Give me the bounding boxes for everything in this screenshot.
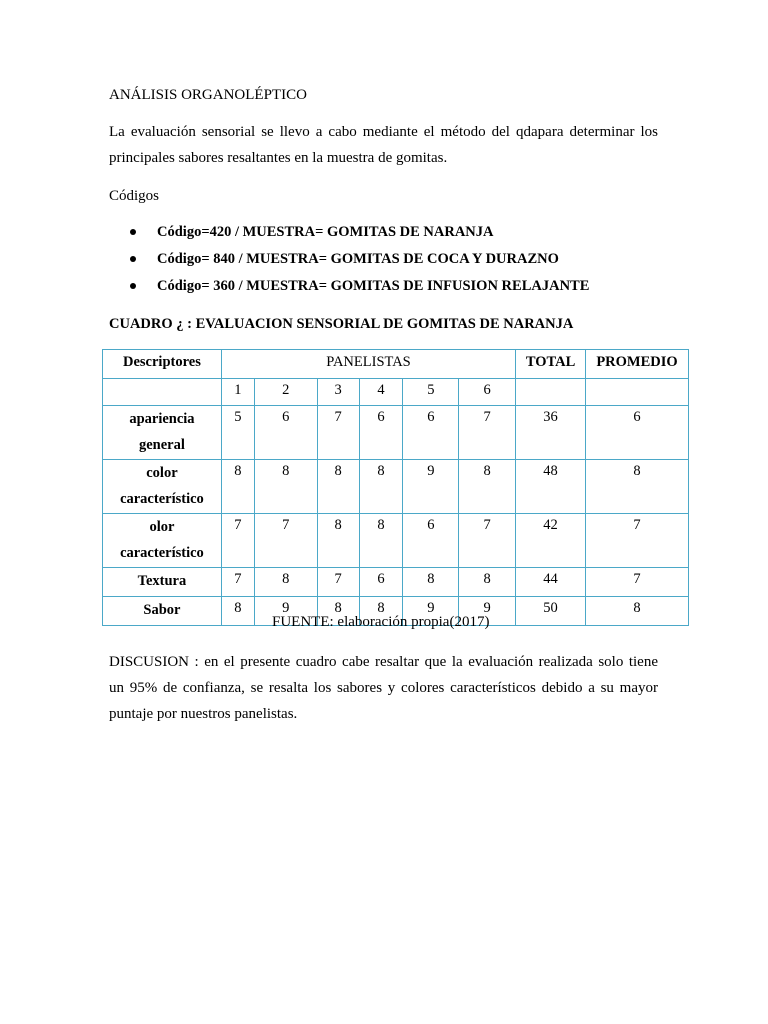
header-total: TOTAL	[516, 350, 586, 379]
score-cell: 8	[359, 460, 403, 514]
score-cell: 7	[459, 406, 516, 460]
code-item-2: Código= 840 / MUESTRA= GOMITAS DE COCA Y DURAZNO	[157, 251, 559, 267]
total-cell: 42	[516, 514, 586, 568]
table-source: FUENTE: elaboración propia(2017)	[272, 614, 490, 630]
code-item-1: Código=420 / MUESTRA= GOMITAS DE NARANJA	[157, 224, 494, 240]
score-cell: 8	[317, 514, 359, 568]
score-cell: 6	[359, 568, 403, 597]
score-cell: 8	[221, 597, 254, 626]
panelist-number: 3	[317, 379, 359, 406]
score-cell: 6	[359, 406, 403, 460]
descriptor-cell: color característico	[103, 460, 222, 514]
descriptor-cell: Textura	[103, 568, 222, 597]
header-descriptors: Descriptores	[103, 350, 222, 379]
code-item-3: Código= 360 / MUESTRA= GOMITAS DE INFUSION RELAJANTE	[157, 278, 590, 294]
bullet-icon	[130, 256, 136, 262]
score-cell: 8	[254, 460, 317, 514]
score-cell: 7	[254, 514, 317, 568]
table-header-row	[103, 350, 689, 379]
total-cell: 36	[516, 406, 586, 460]
score-cell: 7	[221, 568, 254, 597]
header-average: PROMEDIO	[586, 350, 689, 379]
sensory-table	[102, 349, 689, 626]
codes-label: Códigos	[109, 188, 160, 204]
descriptor-cell: Sabor	[103, 597, 222, 626]
table-row	[103, 568, 689, 597]
panelist-number: 1	[221, 379, 254, 406]
total-cell: 48	[516, 460, 586, 514]
score-cell: 8	[459, 460, 516, 514]
score-cell: 9	[254, 597, 317, 626]
intro-line-2: principales sabores resaltantes en la muestra de gomitas.	[109, 150, 448, 166]
score-cell: 7	[317, 568, 359, 597]
discussion-line-2: un 95% de confianza, se resalta los sabores y colores característicos debido a su mayor	[109, 680, 658, 696]
score-cell: 8	[254, 568, 317, 597]
score-cell: 8	[221, 460, 254, 514]
score-cell: 7	[317, 406, 359, 460]
table-title: CUADRO ¿ : EVALUACION SENSORIAL DE GOMITAS DE NARANJA	[109, 316, 574, 332]
header-panelists: PANELISTAS	[221, 350, 515, 379]
table-row	[103, 514, 689, 568]
section-heading: ANÁLISIS ORGANOLÉPTICO	[109, 87, 307, 103]
score-cell: 6	[403, 514, 459, 568]
score-cell: 8	[359, 597, 403, 626]
score-cell: 5	[221, 406, 254, 460]
score-cell: 8	[359, 514, 403, 568]
score-cell: 7	[221, 514, 254, 568]
discussion-line-1: DISCUSION : en el presente cuadro cabe resaltar que la evaluación realizada solo tiene	[109, 654, 658, 670]
panelist-number: 2	[254, 379, 317, 406]
score-cell: 6	[403, 406, 459, 460]
score-cell: 8	[459, 568, 516, 597]
score-cell: 8	[317, 597, 359, 626]
table-row	[103, 460, 689, 514]
descriptor-cell: apariencia general	[103, 406, 222, 460]
panelist-number: 6	[459, 379, 516, 406]
score-cell: 6	[254, 406, 317, 460]
score-cell: 9	[403, 460, 459, 514]
discussion-line-3: puntaje por nuestros panelistas.	[109, 706, 298, 722]
score-cell: 8	[317, 460, 359, 514]
bullet-icon	[130, 229, 136, 235]
average-cell: 7	[586, 568, 689, 597]
total-cell: 50	[516, 597, 586, 626]
average-cell: 8	[586, 597, 689, 626]
descriptor-cell: olor característico	[103, 514, 222, 568]
average-cell: 8	[586, 460, 689, 514]
score-cell: 9	[459, 597, 516, 626]
panelist-number-row	[103, 379, 689, 406]
score-cell: 7	[459, 514, 516, 568]
bullet-icon	[130, 283, 136, 289]
average-cell: 6	[586, 406, 689, 460]
intro-line-1: La evaluación sensorial se llevo a cabo mediante el método del qdapara determinar los	[109, 124, 658, 140]
score-cell: 8	[403, 568, 459, 597]
score-cell: 9	[403, 597, 459, 626]
table-row	[103, 406, 689, 460]
panelist-number: 5	[403, 379, 459, 406]
total-cell: 44	[516, 568, 586, 597]
panelist-number: 4	[359, 379, 403, 406]
average-cell: 7	[586, 514, 689, 568]
